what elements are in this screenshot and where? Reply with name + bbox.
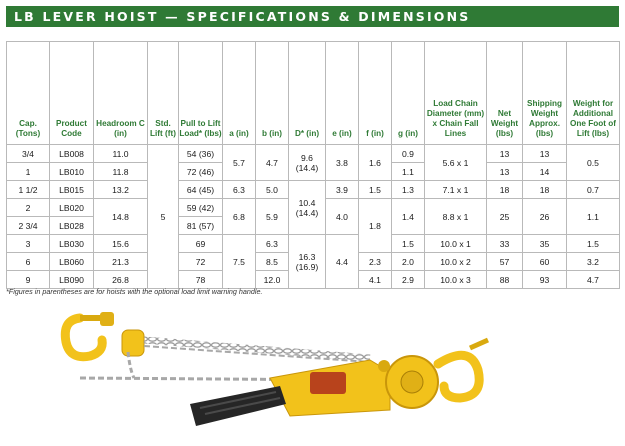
cell-g: 0.9: [392, 145, 425, 163]
spec-table: [6, 41, 620, 289]
cell-code: LB015: [50, 181, 94, 199]
cell-ship: 93: [523, 271, 567, 289]
table-row: [7, 235, 620, 253]
cell-pull: 64 (45): [179, 181, 223, 199]
cell-a: 7.5: [223, 235, 256, 289]
cell-net: 13: [487, 163, 523, 181]
cell-ship: 14: [523, 163, 567, 181]
cell-headroom: 14.8: [94, 199, 148, 235]
cell-pull: 54 (36): [179, 145, 223, 163]
cell-extra: 3.2: [567, 253, 620, 271]
bottom-hook-icon: [438, 340, 488, 398]
col-header-stdlift: Std. Lift (ft): [148, 42, 179, 145]
cell-pull: 59 (42): [179, 199, 223, 217]
lever-handle-icon: [190, 386, 286, 426]
cell-code: LB090: [50, 271, 94, 289]
cell-ship: 13: [523, 145, 567, 163]
cell-ship: 26: [523, 199, 567, 235]
cell-headroom: 26.8: [94, 271, 148, 289]
cell-g: 1.4: [392, 199, 425, 235]
cell-e: 4.0: [326, 199, 359, 235]
col-header-g: g (in): [392, 42, 425, 145]
cell-headroom: 13.2: [94, 181, 148, 199]
cell-g: 2.0: [392, 253, 425, 271]
cell-extra: 0.5: [567, 145, 620, 181]
cell-extra: 4.7: [567, 271, 620, 289]
cell-f: 1.5: [359, 181, 392, 199]
col-header-f: f (in): [359, 42, 392, 145]
col-header-a: a (in): [223, 42, 256, 145]
cell-d: 16.3 (16.9): [289, 235, 326, 289]
cell-code: LB020: [50, 199, 94, 217]
col-header-ship: Shipping Weight Approx. (lbs): [523, 42, 567, 145]
cell-e: 4.4: [326, 235, 359, 289]
cell-pull: 81 (57): [179, 217, 223, 235]
cell-f: 1.6: [359, 145, 392, 181]
cell-a: 6.8: [223, 199, 256, 235]
cell-b: 5.0: [256, 181, 289, 199]
cell-b: 6.3: [256, 235, 289, 253]
cell-b: 5.9: [256, 199, 289, 235]
cell-net: 88: [487, 271, 523, 289]
col-header-cap: Cap. (Tons): [7, 42, 50, 145]
cell-chain: 7.1 x 1: [425, 181, 487, 199]
top-block-icon: [122, 330, 144, 356]
cell-b: 12.0: [256, 271, 289, 289]
cell-a: 5.7: [223, 145, 256, 181]
cell-g: 2.9: [392, 271, 425, 289]
cell-chain: 8.8 x 1: [425, 199, 487, 235]
col-header-d: D* (in): [289, 42, 326, 145]
footnote: *Figures in parentheses are for hoists with the optional load limit warning handle.: [6, 287, 263, 296]
cell-headroom: 11.0: [94, 145, 148, 163]
cell-chain: 10.0 x 3: [425, 271, 487, 289]
cell-net: 18: [487, 181, 523, 199]
header-row: [7, 42, 620, 145]
cell-headroom: 15.6: [94, 235, 148, 253]
hoist-body-icon: [270, 356, 438, 416]
cell-ship: 60: [523, 253, 567, 271]
cell-cap: 6: [7, 253, 50, 271]
col-header-b: b (in): [256, 42, 289, 145]
lever-hoist-photo: [40, 300, 600, 440]
cell-net: 25: [487, 199, 523, 235]
cell-a: 6.3: [223, 181, 256, 199]
cell-g: 1.5: [392, 235, 425, 253]
chain-upper-icon: [144, 340, 370, 358]
cell-b: 4.7: [256, 145, 289, 181]
cell-cap: 3: [7, 235, 50, 253]
col-header-net: Net Weight (lbs): [487, 42, 523, 145]
cell-e: 3.8: [326, 145, 359, 181]
cell-g: 1.3: [392, 181, 425, 199]
col-header-pull: Pull to Lift Load* (lbs): [179, 42, 223, 145]
cell-code: LB008: [50, 145, 94, 163]
table-row: [7, 145, 620, 163]
cell-ship: 18: [523, 181, 567, 199]
cell-chain: 5.6 x 1: [425, 145, 487, 181]
cell-f: 4.1: [359, 271, 392, 289]
cell-net: 13: [487, 145, 523, 163]
cell-cap: 9: [7, 271, 50, 289]
cell-pull: 72: [179, 253, 223, 271]
col-header-headroom: Headroom C (in): [94, 42, 148, 145]
cell-extra: 0.7: [567, 181, 620, 199]
cell-f: 1.8: [359, 199, 392, 253]
cell-chain: 10.0 x 2: [425, 253, 487, 271]
cell-cap: 2 3/4: [7, 217, 50, 235]
col-header-code: Product Code: [50, 42, 94, 145]
cell-code: LB030: [50, 235, 94, 253]
cell-extra: 1.5: [567, 235, 620, 253]
cell-e: 3.9: [326, 181, 359, 199]
cell-pull: 78: [179, 271, 223, 289]
cell-code: LB060: [50, 253, 94, 271]
cell-pull: 72 (46): [179, 163, 223, 181]
cell-d: 10.4 (14.4): [289, 181, 326, 235]
cell-net: 57: [487, 253, 523, 271]
cell-chain: 10.0 x 1: [425, 235, 487, 253]
cell-f: 2.3: [359, 253, 392, 271]
warning-label-icon: [310, 372, 346, 394]
cell-extra: 1.1: [567, 199, 620, 235]
cell-code: LB028: [50, 217, 94, 235]
col-header-extra: Weight for Additional One Foot of Lift (lbs): [567, 42, 620, 145]
cell-d: 9.6 (14.4): [289, 145, 326, 181]
col-header-e: e (in): [326, 42, 359, 145]
cell-stdlift: 5: [148, 145, 179, 289]
cell-cap: 2: [7, 199, 50, 217]
cell-ship: 35: [523, 235, 567, 253]
top-hook-icon: [65, 312, 114, 357]
cell-pull: 69: [179, 235, 223, 253]
cell-cap: 1: [7, 163, 50, 181]
cell-headroom: 11.8: [94, 163, 148, 181]
cell-code: LB010: [50, 163, 94, 181]
cell-cap: 3/4: [7, 145, 50, 163]
cell-b: 8.5: [256, 253, 289, 271]
table-row: [7, 181, 620, 199]
col-header-chain: Load Chain Diameter (mm) x Chain Fall Lines: [425, 42, 487, 145]
cell-g: 1.1: [392, 163, 425, 181]
cell-cap: 1 1/2: [7, 181, 50, 199]
page-title: LB LEVER HOIST — SPECIFICATIONS & DIMENSIONS: [6, 6, 619, 27]
cell-headroom: 21.3: [94, 253, 148, 271]
cell-net: 33: [487, 235, 523, 253]
